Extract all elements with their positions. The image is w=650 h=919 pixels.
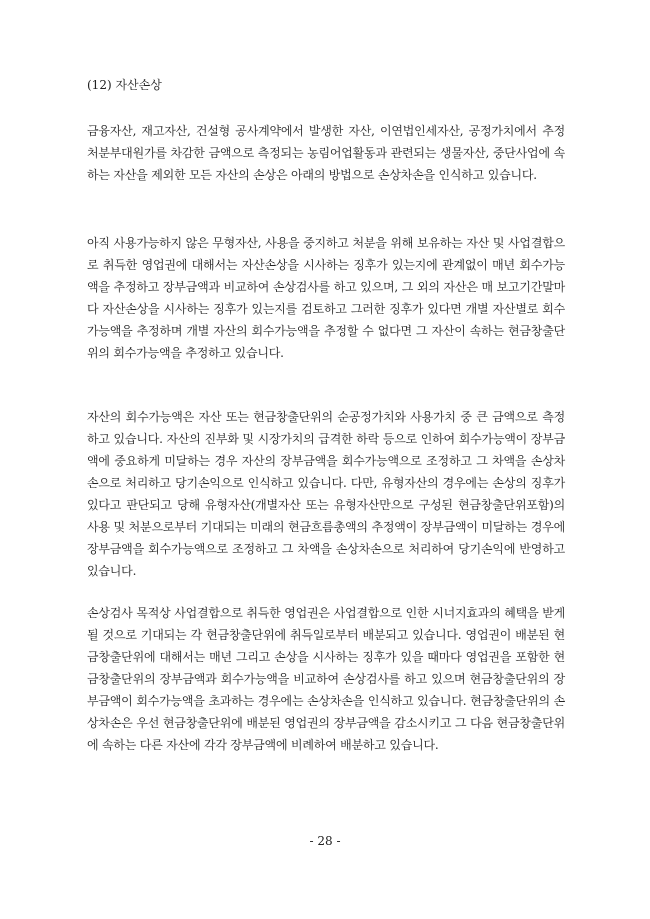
- paragraph-impairment-testing: 아직 사용가능하지 않은 무형자산, 사용을 중지하고 처분을 위해 보유하는 자산 및 사업결합으로 취득한 영업권에 대해서는 자산손상을 시사하는 징후가 있는지에 관계없이 매년 회수가능액을 추정하고 장부금액과 비교하여 손상검사를 하고 있으며, 그 외의 자산은 매 보고기간말마다 자산손상을 시사하는 징후가 있는지를 검토하고 그러한 징후가 있다면 개별 자산별로 회수가능액을 추정하며 개별 자산의 회수가능액을 추정할 수 없다면 그 자산이 속하는 현금창출단위의 회수가능액을 추정하고 있습니다.: [87, 236, 565, 360]
- section-heading: (12) 자산손상: [87, 78, 162, 92]
- page-number: - 28 -: [309, 834, 341, 848]
- paragraph-asset-scope: 금융자산, 재고자산, 건설형 공사계약에서 발생한 자산, 이연법인세자산, 공정가치에서 추정 처분부대원가를 차감한 금액으로 측정되는 농림어업활동과 관련되는 생물자산, 중단사업에 속하는 자산을 제외한 모든 자산의 손상은 아래의 방법으로 손상차손을 인식하고 있습니다.: [87, 124, 565, 182]
- paragraph-recoverable-amount: 자산의 회수가능액은 자산 또는 현금창출단위의 순공정가치와 사용가치 중 큰 금액으로 측정하고 있습니다. 자산의 진부화 및 시장가치의 급격한 하락 등으로 인하여 회수가능액이 장부금액에 중요하게 미달하는 경우 자산의 장부금액을 회수가능액으로 조정하고 그 차액을 손상차손으로 처리하고 당기손익으로 인식하고 있습니다. 다만, 유형자산의 경우에는 손상의 징후가 있다고 판단되고 당해 유형자산(개별자산 또는 유형자산만으로 구성된 현금창출단위포함)의 사용 및 처분으로부터 기대되는 미래의 현금흐름총액의 추정액이 장부금액이 미달하는 경우에 장부금액을 회수가능액으로 조정하고 그 차액을 손상차손으로 처리하여 당기손익에 반영하고 있습니다.: [87, 410, 565, 578]
- paragraph-goodwill-allocation: 손상검사 목적상 사업결합으로 취득한 영업권은 사업결합으로 인한 시너지효과의 혜택을 받게 될 것으로 기대되는 각 현금창출단위에 취득일로부터 배분되고 있습니다. 영업권이 배분된 현금창출단위에 대해서는 매년 그리고 손상을 시사하는 징후가 있을 때마다 영업권을 포함한 현금창출단위의 장부금액과 회수가능액을 비교하여 손상검사를 하고 있으며 현금창출단위의 장부금액이 회수가능액을 초과하는 경우에는 손상차손을 인식하고 있습니다. 현금창출단위의 손상차손은 우선 현금창출단위에 배분된 영업권의 장부금액을 감소시키고 그 다음 현금창출단위에 속하는 다른 자산에 각각 장부금액에 비례하여 배분하고 있습니다.: [87, 606, 565, 752]
